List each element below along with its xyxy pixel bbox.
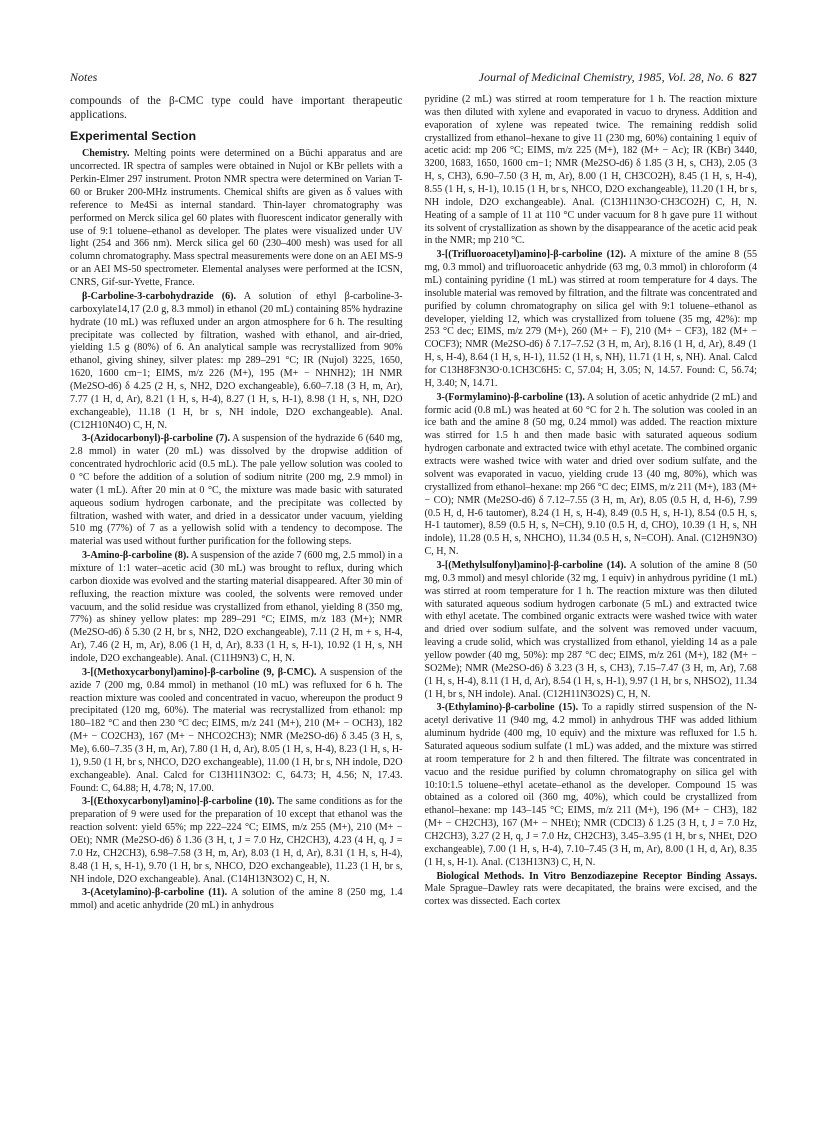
paragraph-text: A solution of the amine 8 (50 mg, 0.3 mmol) and mesyl chloride (32 mg, 1 equiv) in anhydrous pyridine (1 mL) was stirred at room temperature for 1 h. The reaction mixture was then diluted with saturated aqueous sodium hydrogen carbonate (5 mL) and extracted twice with ethyl acetate. The combined organic extracts were washed twice with water and dried over sodium sulfate, and the solvent was removed under vacuum, leaving a crude solid, which was crystallized from ethanol, yielding 14 as a pale yellow powder (40 mg, 50%): mp 287 °C dec; EIMS, m/z 261 (M+), 182 (M+ − SO2Me); NMR (Me2SO-d6) δ 3.23 (3 H, s, CH3), 7.15–7.47 (3 H, m, Ar), 7.68 (1 H, s, H-4), 8.11 (1 H, d, Ar), 8.54 (1 H, s, H-1), 9.97 (1 H, br s, NHSO2), 11.34 (1 H, br s, NH indole). Anal. (C12H11N3O2S) C, H, N.: [424, 559, 757, 700]
compound-heading: 3-[(Ethoxycarbonyl)amino]-β-carboline (10).: [82, 796, 275, 808]
right-paragraph: [425, 249, 758, 390]
compound-heading: 3-(Formylamino)-β-carboline (13).: [436, 391, 585, 403]
right-paragraph: [425, 702, 758, 869]
compound-heading: Chemistry.: [82, 148, 130, 160]
compound-heading: 3-Amino-β-carboline (8).: [82, 550, 189, 562]
right-column: [425, 94, 758, 914]
compound-heading: 3-(Azidocarbonyl)-β-carboline (7).: [82, 433, 231, 445]
paragraph-text: Melting points were determined on a Büchi apparatus and are uncorrected. IR spectra of samples were obtained in Nujol or KBr pellets with a Perkin-Elmer 297 instrument. Proton NMR spectra were determined on Varian T-60 or Bruker 200-MHz instruments. Chemical shifts are given as δ values with reference to Me4Si as internal standard. Thin-layer chromatography was performed on Merck silica gel 60 plates with fluorescent indicator generally with use of 9:1 toluene–ethanol as developer. The plates were visualized under UV light (254 and 366 nm). Merck silica gel 60 (230–400 mesh) was used for all column chromatography. Mass spectral measurements were done on an AEI MS-9 or an AEI MS-50 spectrometer. Elemental analyses were performed at the ICSN, CNRS, Gif-sur-Yvette, France.: [70, 148, 403, 289]
paragraph-text: A suspension of the hydrazide 6 (640 mg, 2.8 mmol) in water (20 mL) was dissolved by the dropwise addition of concentrated hydrochloric acid (0.5 mL). The pale yellow solution was cooled to 0 °C before the addition of a solution of sodium nitrite (200 mg, 2.9 mmol) in water (1 mL). After 20 min at 0 °C, the mixture was made basic with saturated aqueous sodium hydrogen carbonate, and the precipitate was collected by filtration, washed with water, and dried in a dessicator under vacuum, yielding 510 mg (77%) of 7 as a yellowish solid with a tendency to decompose. The material was used without further purification for the following steps.: [70, 433, 403, 548]
page-number: 827: [739, 70, 757, 84]
paragraph-text: Male Sprague–Dawley rats were decapitated, the brains were excised, and the cortex was dissected. Each cortex: [424, 883, 757, 908]
compound-heading: 3-[(Trifluoroacetyl)amino]-β-carboline (12).: [436, 249, 626, 261]
right-paragraph: [425, 560, 758, 701]
compound-heading: Biological Methods. In Vitro Benzodiazepine Receptor Binding Assays.: [436, 870, 757, 882]
paragraph-text: To a rapidly stirred suspension of the N-acetyl derivative 11 (940 mg, 4.2 mmol) in anhydrous THF was added lithium aluminum hydride (400 mg, 10 equiv) and the mixture was refluxed for 1.5 h. Saturated aqueous sodium sulfate (1 mL) was added, and the mixture was stirred at room temperature for 2 h and then filtered. The filtrate was concentrated in vacuo and the residue purified by column chromatography on silica gel with 10:10:1.5 toluene–ethyl acetate–ethanol as the developer. Compound 15 was obtained as a colored oil (360 mg, 40%), which could be crystallized from ethanol–hexane: mp 143–145 °C; EIMS, m/z 211 (M+), 196 (M+ − CH3), 182 (M+ − CH2CH3), 167 (M+ − NHEt); NMR (CDCl3) δ 1.25 (3 H, t, J = 7.0 Hz, CH2CH3), 3.27 (2 H, q, J = 7.0 Hz, CH2CH3), 3.45–3.95 (1 H, br s, NHEt, D2O exchangeable), 7.00 (1 H, s, H-4), 7.10–7.45 (3 H, m, Ar), 8.00 (1 H, d, Ar), 8.35 (1 H, s, H-1). Anal. (C13H13N3) C, H, N.: [424, 702, 757, 868]
compound-heading: 3-[(Methoxycarbonyl)amino]-β-carboline (9, β-CMC).: [82, 666, 317, 678]
paragraph-text: The same conditions as for the preparation of 9 were used for the preparation of 10 except that ethanol was the reaction solvent: yield 65%; mp 222–224 °C; EIMS, m/z 255 (M+), 210 (M+ − OEt); NMR (Me2SO-d6) δ 1.36 (3 H, t, J = 7.0 Hz, CH2CH3), 4.23 (4 H, q, J = 7.0 Hz, CH2CH3), 6.98–7.58 (3 H, m, Ar), 8.03 (1 H, d, Ar), 8.31 (1 H, s, H-4), 8.48 (1 H, s, H-1), 9.70 (1 H, br s, NHCO, D2O exchangeable), 11.23 (1 H, br s, NH indole, D2O exchangeable). Anal. (C14H13N3O2) C, H, N.: [70, 796, 403, 885]
left-paragraph: [70, 433, 403, 549]
paragraph-text: A solution of ethyl β-carboline-3-carboxylate14,17 (2.0 g, 8.3 mmol) in ethanol (20 mL) containing 85% hydrazine hydrate (10 mL) was refluxed under an argon atmosphere for 6 h. The resulting precipitate was collected by filtration, washed with ethanol, and air-dried, yielding 1.5 g (80%) of 6. An analytical sample was recrystallized from 90% ethanol, giving shiney, silver plates: mp 289–291 °C; IR (Nujol) 3225, 1650, 1620, 1600 cm−1; EIMS, m/z 226 (M+), 195 (M+ − NHNH2); 1H NMR (Me2SO-d6) δ 4.25 (2 H, s, NH2, D2O exchangeable), 6.60–7.18 (3 H, m, Ar), 7.77 (1 H, d, Ar), 8.21 (1 H, s, H-4), 8.27 (1 H, s, H-1), 8.98 (1 H, s, NH, D2O exchangeable), 11.18 (1 H, br s, NH indole, D2O exchangeable). Anal. (C12H10N4O) C, H, N.: [70, 290, 403, 431]
paragraph-text: A mixture of the amine 8 (55 mg, 0.3 mmol) and trifluoroacetic anhydride (63 mg, 0.3 mmol) in chloroform (4 mL) containing pyridine (1 mL) was stirred at room temperature for 4 days. The insoluble material was removed by filtration, and the filtrate was concentrated and purified by column chromatography on silica gel with 9:1 toluene–ethanol as developer, yielding 12, which was crystallized from toluene (35 mg, 42%): mp 253 °C dec; EIMS, m/z 279 (M+), 260 (M+ − F), 210 (M+ − CF3), 182 (M+ − COCF3); NMR (Me2SO-d6) δ 7.17–7.52 (3 H, m, Ar), 8.16 (1 H, d, Ar), 8.49 (1 H, s, H-4), 8.64 (1 H, s, H-1), 11.52 (1 H, s, NH), 11.71 (1 H, s, NH). Anal. Calcd for C13H8F3N3O·0.1CH3C6H5: C, 57.04; H, 3.05; N, 14.57. Found: C, 56.74; H, 3.40; N, 14.71.: [424, 249, 757, 389]
compound-heading: β-Carboline-3-carbohydrazide (6).: [82, 290, 237, 302]
right-paragraphs: [425, 94, 758, 909]
right-paragraph: [425, 871, 758, 910]
journal-citation: [479, 70, 757, 85]
left-paragraph: [70, 550, 403, 666]
right-paragraph: [425, 94, 758, 248]
left-paragraph: [70, 667, 403, 796]
left-paragraphs: [70, 148, 403, 913]
running-head: [70, 70, 757, 85]
paragraph-text: pyridine (2 mL) was stirred at room temperature for 1 h. The reaction mixture was then diluted with xylene and evaporated in vacuo to dryness. Addition and evaporation of xylene was repeated twice. The remaining reddish solid crystallized from ethanol–hexane to give 11 (230 mg, 60%) containing 1 equiv of acetic acid: mp 206 °C; EIMS, m/z 225 (M+), 182 (M+ − Ac); IR (KBr) 3440, 3200, 1683, 1650, 1600 cm−1; NMR (Me2SO-d6) δ 1.85 (3 H, s, CH3), 2.05 (3 H, s, CH3), 6.90–7.50 (3 H, m, Ar), 8.00 (1 H, CH3CO2H), 8.45 (1 H, s, H-4), 8.55 (1 H, s, H-1), 10.15 (1 H, br s, NHCO, D2O exchangeable), 11.20 (1 H, br s, NH indole, D2O exchangeable). Anal. (C13H11N3O·CH3CO2H) C, H, N. Heating of a sample of 11 at 110 °C under vacuum for 8 h gave pure 11 without its solvent of crystallization as shown by the disappearance of the acetic acid peak in the NMR; mp 210 °C.: [424, 94, 757, 247]
journal-name: Journal of Medicinal Chemistry, 1985, Vol. 28, No. 6: [478, 70, 733, 84]
compound-heading: 3-[(Methylsulfonyl)amino]-β-carboline (14).: [436, 559, 627, 571]
paragraph-text: A solution of acetic anhydride (2 mL) and formic acid (0.8 mL) was heated at 60 °C for 2 h. The solution was cooled in an ice bath and the amine 8 (50 mg, 0.24 mmol) was added. The reaction mixture was stirred for 1.5 h and then made basic with saturated aqueous sodium hydrogen carbonate and extracted twice with ethyl acetate. The combined organic extracts were washed twice with water and dried over sodium sulfate, and the solvent was evaporated in vacuo, yielding crude 13 (40 mg, 80%), which was crystallized from ethanol–hexane: mp 266 °C dec; EIMS, m/z 211 (M+), 183 (M+ − CO); NMR (Me2SO-d6) δ 7.12–7.55 (3 H, m, Ar), 8.05 (0.5 H, d, H-6), 7.99 (0.5 H, d, H-6 tautomer), 8.24 (1 H, s, H-4), 8.49 (0.5 H, s, H-1), 8.54 (0.5 H, s, H-1 tautomer), 8.59 (0.5 H, s, N=CH), 9.10 (0.5 H, d, CHO), 10.39 (1 H, s, NH indole), 11.28 (0.5 H, s, NHCHO), 11.34 (0.5 H, s, N=COH). Anal. (C12H9N3O) C, H, N.: [424, 391, 757, 558]
compound-heading: 3-(Ethylamino)-β-carboline (15).: [436, 702, 579, 714]
section-heading: Experimental Section: [70, 128, 197, 143]
left-paragraph: [70, 291, 403, 432]
intro-paragraph: compounds of the β-CMC type could have important therapeutic applications.: [70, 95, 403, 122]
left-paragraph: [70, 148, 403, 289]
paragraph-text: A solution of the amine 8 (250 mg, 1.4 mmol) and acetic anhydride (20 mL) in anhydrous: [70, 887, 403, 912]
right-paragraph: [425, 392, 758, 559]
paragraph-text: A suspension of the azide 7 (200 mg, 0.84 mmol) in methanol (10 mL) was refluxed for 6 h. The reaction mixture was cooled and concentrated in vacuo, whereupon the product 9 precipitated (120 mg, 60%). The material was recrystallized from ethanol: mp 180–182 °C and then 230 °C dec; EIMS, m/z 241 (M+), 210 (M+ − OCH3), 182 (M+ − CO2CH3), 167 (M+ − NHCO2CH3); NMR (Me2SO-d6) δ 3.45 (3 H, s, Me), 6.60–7.35 (3 H, m, Ar), 7.80 (1 H, d, Ar), 8.05 (1 H, s, H-4), 8.23 (1 H, s, H-1), 9.50 (1 H, br s, NHCO, D2O exchangeable), 11.00 (1 H, br s, NH indole, D2O exchangeable). Anal. Calcd for C13H11N3O2: C, 64.73; H, 4.56; N, 17.43. Found: C, 64.88; H, 4.78; N, 17.00.: [70, 666, 403, 794]
paragraph-text: A suspension of the azide 7 (600 mg, 2.5 mmol) in a mixture of 1:1 water–acetic acid (30 mL) was brought to reflux, during which carbon dioxide was evolved and the starting material disappeared. After 30 min of refluxing, the reaction mixture was cooled, the solvents were removed under vacuum, and the solid residue was crystallized from ethanol, yielding 8 (350 mg, 77%) as shiney yellow plates: mp 289–291 °C; EIMS, m/z 183 (M+); NMR (Me2SO-d6) δ 5.30 (2 H, br s, NH2, D2O exchangeable), 7.11 (2 H, m + s, H-4, Ar), 7.46 (2 H, m, Ar), 8.06 (1 H, d, Ar), 8.33 (1 H, s, H-1), 10.92 (1 H, s, NH indole, D2O exchangeable). Anal. (C11H9N3) C, H, N.: [70, 550, 403, 664]
section-label: Notes: [70, 70, 98, 84]
two-column-body: [70, 94, 757, 914]
left-paragraph: [70, 887, 403, 913]
left-paragraph: [70, 796, 403, 886]
left-column: [70, 94, 403, 914]
compound-heading: 3-(Acetylamino)-β-carboline (11).: [82, 887, 228, 899]
